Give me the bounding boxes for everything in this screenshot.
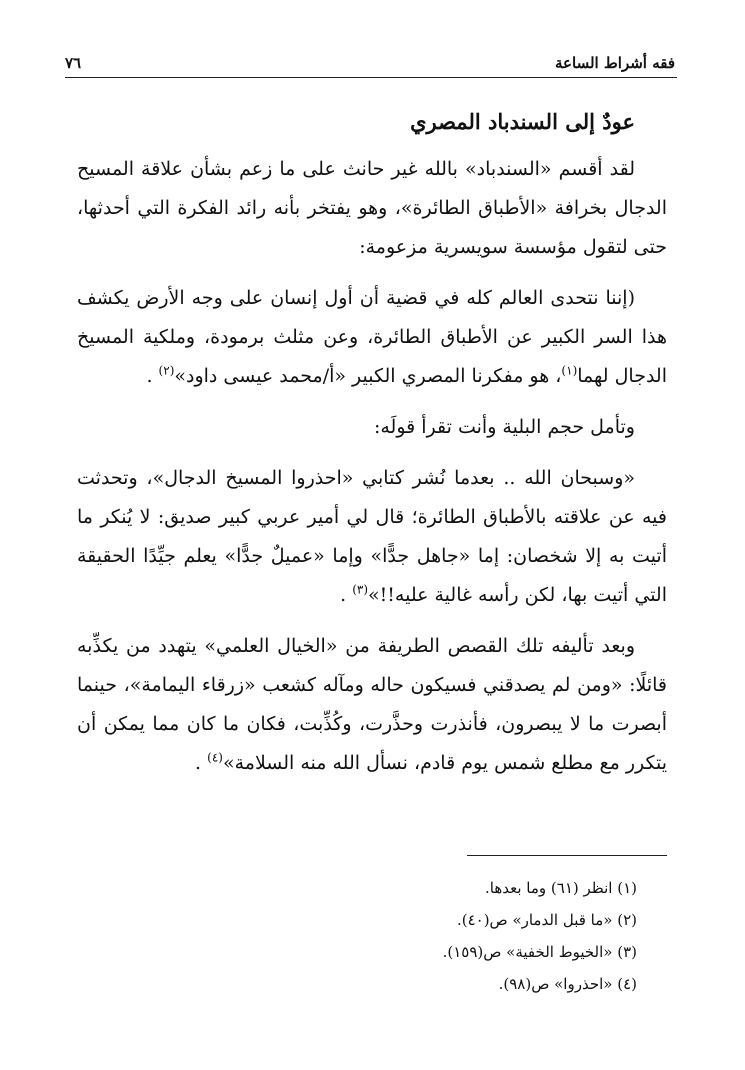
- paragraph-text: ، هو مفكرنا المصري الكبير «أ/محمد عيسى داود»: [174, 365, 562, 387]
- paragraph-text: «وسبحان الله .. بعدما نُشر كتابي «احذروا المسيخ الدجال»، وتحدثت فيه عن علاقته بالأطباق الطائرة؛ قال لي أمير عربي كبير صديق: لا يُنكر ما أتيت به إلا شخصان: إما «جاهل جدًّا» وإما «عميلٌ جدًّا» يعلم جيِّدًا الحقيقة التي أتيت بها، لكن رأسه غالية عليه!!»: [77, 467, 667, 606]
- footnote: (٤) «احذروا» ص(٩٨).: [498, 975, 637, 993]
- footnotes: [77, 872, 667, 1000]
- book-title: فقه أشراط الساعة: [555, 54, 675, 72]
- footnote-marker[interactable]: (٢): [158, 363, 175, 378]
- paragraph: وتأمل حجم البلية وأنت تقرأ قولَه:: [373, 416, 635, 438]
- header-divider: [65, 77, 677, 78]
- paragraph-text: (إننا نتحدى العالم كله في قضية أن أول إنسان على وجه الأرض يكشف هذا السر الكبير عن الأطباق الطائرة، وعن مثلث برمودة، وملكية المسيخ الدجال لهما: [77, 287, 667, 387]
- footnote-divider: [467, 855, 667, 856]
- paragraph-end: .: [340, 584, 347, 606]
- footnote-marker[interactable]: (٤): [207, 750, 223, 765]
- paragraph: [77, 621, 667, 789]
- paragraph-end: .: [146, 365, 153, 387]
- footnote-marker[interactable]: (١): [561, 363, 578, 378]
- paragraph: [77, 273, 667, 402]
- paragraph: لقد أقسم «السندباد» بالله غير حانث على ما زعم بشأن علاقة المسيح الدجال بخرافة «الأطباق الطائرة»، وهو يفتخر بأنه رائد الفكرة التي أحدثها، حتى لتقول مؤسسة سويسرية مزعومة:: [77, 158, 667, 258]
- footnote: (٣) «الخيوط الخفية» ص(١٥٩).: [442, 943, 637, 961]
- paragraph: [77, 453, 667, 621]
- page-body: [77, 100, 667, 789]
- section-heading: عودٌ إلى السندباد المصري: [410, 109, 635, 134]
- paragraph-text: وبعد تأليفه تلك القصص الطريفة من «الخيال العلمي» يتهدد من يكذِّبه قائلًا: «ومن لم يصدقني فسيكون حاله ومآله كشعب «زرقاء اليمامة»، حينما أبصرت ما لا يبصرون، فأنذرت وحذَّرت، وكُذِّبت، فكان ما كان مما يمكن أن يتكرر مع مطلع شمس يوم قادم، نسأل الله منه السلامة»: [77, 635, 667, 774]
- paragraph-end: .: [195, 752, 202, 774]
- footnote-marker[interactable]: (٣): [352, 582, 369, 597]
- running-header: [65, 42, 675, 72]
- footnote: (١) انظر (٦١) وما بعدها.: [485, 879, 637, 897]
- page-number: ٧٦: [65, 54, 82, 72]
- footnote: (٢) «ما قبل الدمار» ص(٤٠).: [456, 911, 637, 929]
